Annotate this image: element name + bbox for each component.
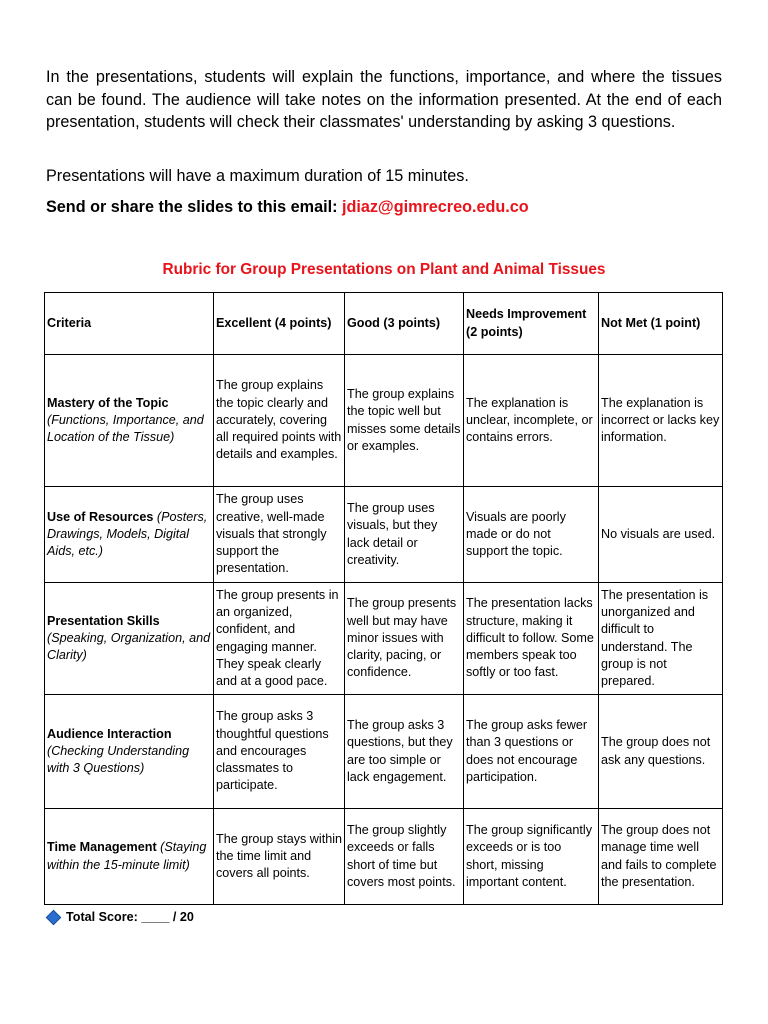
rubric-title: Rubric for Group Presentations on Plant and Animal Tissues — [162, 261, 606, 278]
criteria-name: Use of Resources — [47, 509, 154, 524]
table-row — [45, 487, 723, 583]
criteria-note: (Posters, Drawings, Models, Digital Aids, etc.) — [47, 509, 208, 559]
send-label: Send or share the slides to this email: — [46, 198, 342, 216]
criteria-name: Mastery of the Topic — [47, 395, 169, 410]
header-criteria: Criteria — [45, 293, 214, 355]
total-score — [46, 910, 194, 924]
criteria-note: (Staying within the 15-minute limit) — [47, 840, 207, 872]
header-excellent: Excellent (4 points) — [214, 293, 345, 355]
notmet-cell: The group does not ask any questions. — [599, 695, 723, 809]
email-address: jdiaz@gimrecreo.edu.co — [341, 198, 529, 216]
needs-cell: The explanation is unclear, incomplete, or contains errors. — [464, 355, 599, 487]
needs-cell: The group asks fewer than 3 questions or does not encourage participation. — [464, 695, 599, 809]
header-good: Good (3 points) — [345, 293, 464, 355]
send-instruction — [46, 198, 529, 217]
notmet-cell: The presentation is unorganized and difficult to understand. The group is not prepared. — [599, 583, 723, 695]
criteria-cell — [45, 583, 214, 695]
good-cell: The group asks 3 questions, but they are too simple or lack engagement. — [345, 695, 464, 809]
table-row — [45, 583, 723, 695]
excellent-cell: The group presents in an organized, confident, and engaging manner. They speak clearly and at a good pace. — [214, 583, 345, 695]
good-cell: The group slightly exceeds or falls short of time but covers most points. — [345, 809, 464, 905]
criteria-note: (Speaking, Organization, and Clarity) — [47, 630, 211, 663]
notmet-cell: No visuals are used. — [599, 487, 723, 583]
criteria-name: Audience Interaction — [47, 726, 172, 741]
table-row — [45, 809, 723, 905]
criteria-cell — [45, 355, 214, 487]
good-cell: The group presents well but may have minor issues with clarity, pacing, or confidence. — [345, 583, 464, 695]
criteria-note: (Checking Understanding with 3 Questions) — [47, 743, 190, 776]
criteria-name: Time Management — [47, 840, 157, 855]
table-row — [45, 695, 723, 809]
needs-cell: Visuals are poorly made or do not support the topic. — [464, 487, 599, 583]
excellent-cell: The group explains the topic clearly and accurately, covering all required points with details and examples. — [214, 355, 345, 487]
excellent-cell: The group stays within the time limit and covers all points. — [214, 809, 345, 905]
blue-diamond-icon — [46, 909, 62, 925]
criteria-name: Presentation Skills — [47, 613, 160, 628]
table-header-row — [45, 293, 723, 355]
notmet-cell: The explanation is incorrect or lacks key information. — [599, 355, 723, 487]
criteria-note: (Functions, Importance, and Location of the Tissue) — [47, 412, 204, 445]
header-needs-improvement: Needs Improvement (2 points) — [464, 293, 599, 355]
header-not-met: Not Met (1 point) — [599, 293, 723, 355]
needs-cell: The group significantly exceeds or is too short, missing important content. — [464, 809, 599, 905]
duration-note: Presentations will have a maximum duration of 15 minutes. — [46, 167, 469, 185]
needs-cell: The presentation lacks structure, making it difficult to follow. Some members speak too softly or too fast. — [464, 583, 599, 695]
table-row — [45, 355, 723, 487]
good-cell: The group explains the topic well but misses some details or examples. — [345, 355, 464, 487]
notmet-cell: The group does not manage time well and fails to complete the presentation. — [599, 809, 723, 905]
good-cell: The group uses visuals, but they lack detail or creativity. — [345, 487, 464, 583]
excellent-cell: The group uses creative, well-made visuals that strongly support the presentation. — [214, 487, 345, 583]
excellent-cell: The group asks 3 thoughtful questions and encourages classmates to participate. — [214, 695, 345, 809]
criteria-cell — [45, 809, 214, 905]
total-score-label: Total Score: ____ / 20 — [66, 910, 194, 924]
intro-paragraph: In the presentations, students will explain the functions, importance, and where the tissues can be found. The audience will take notes on the information presented. At the end of each presentation, students will check their classmates' understanding by asking 3 questions. — [46, 68, 722, 132]
rubric-table — [44, 292, 723, 905]
criteria-cell — [45, 487, 214, 583]
criteria-cell — [45, 695, 214, 809]
